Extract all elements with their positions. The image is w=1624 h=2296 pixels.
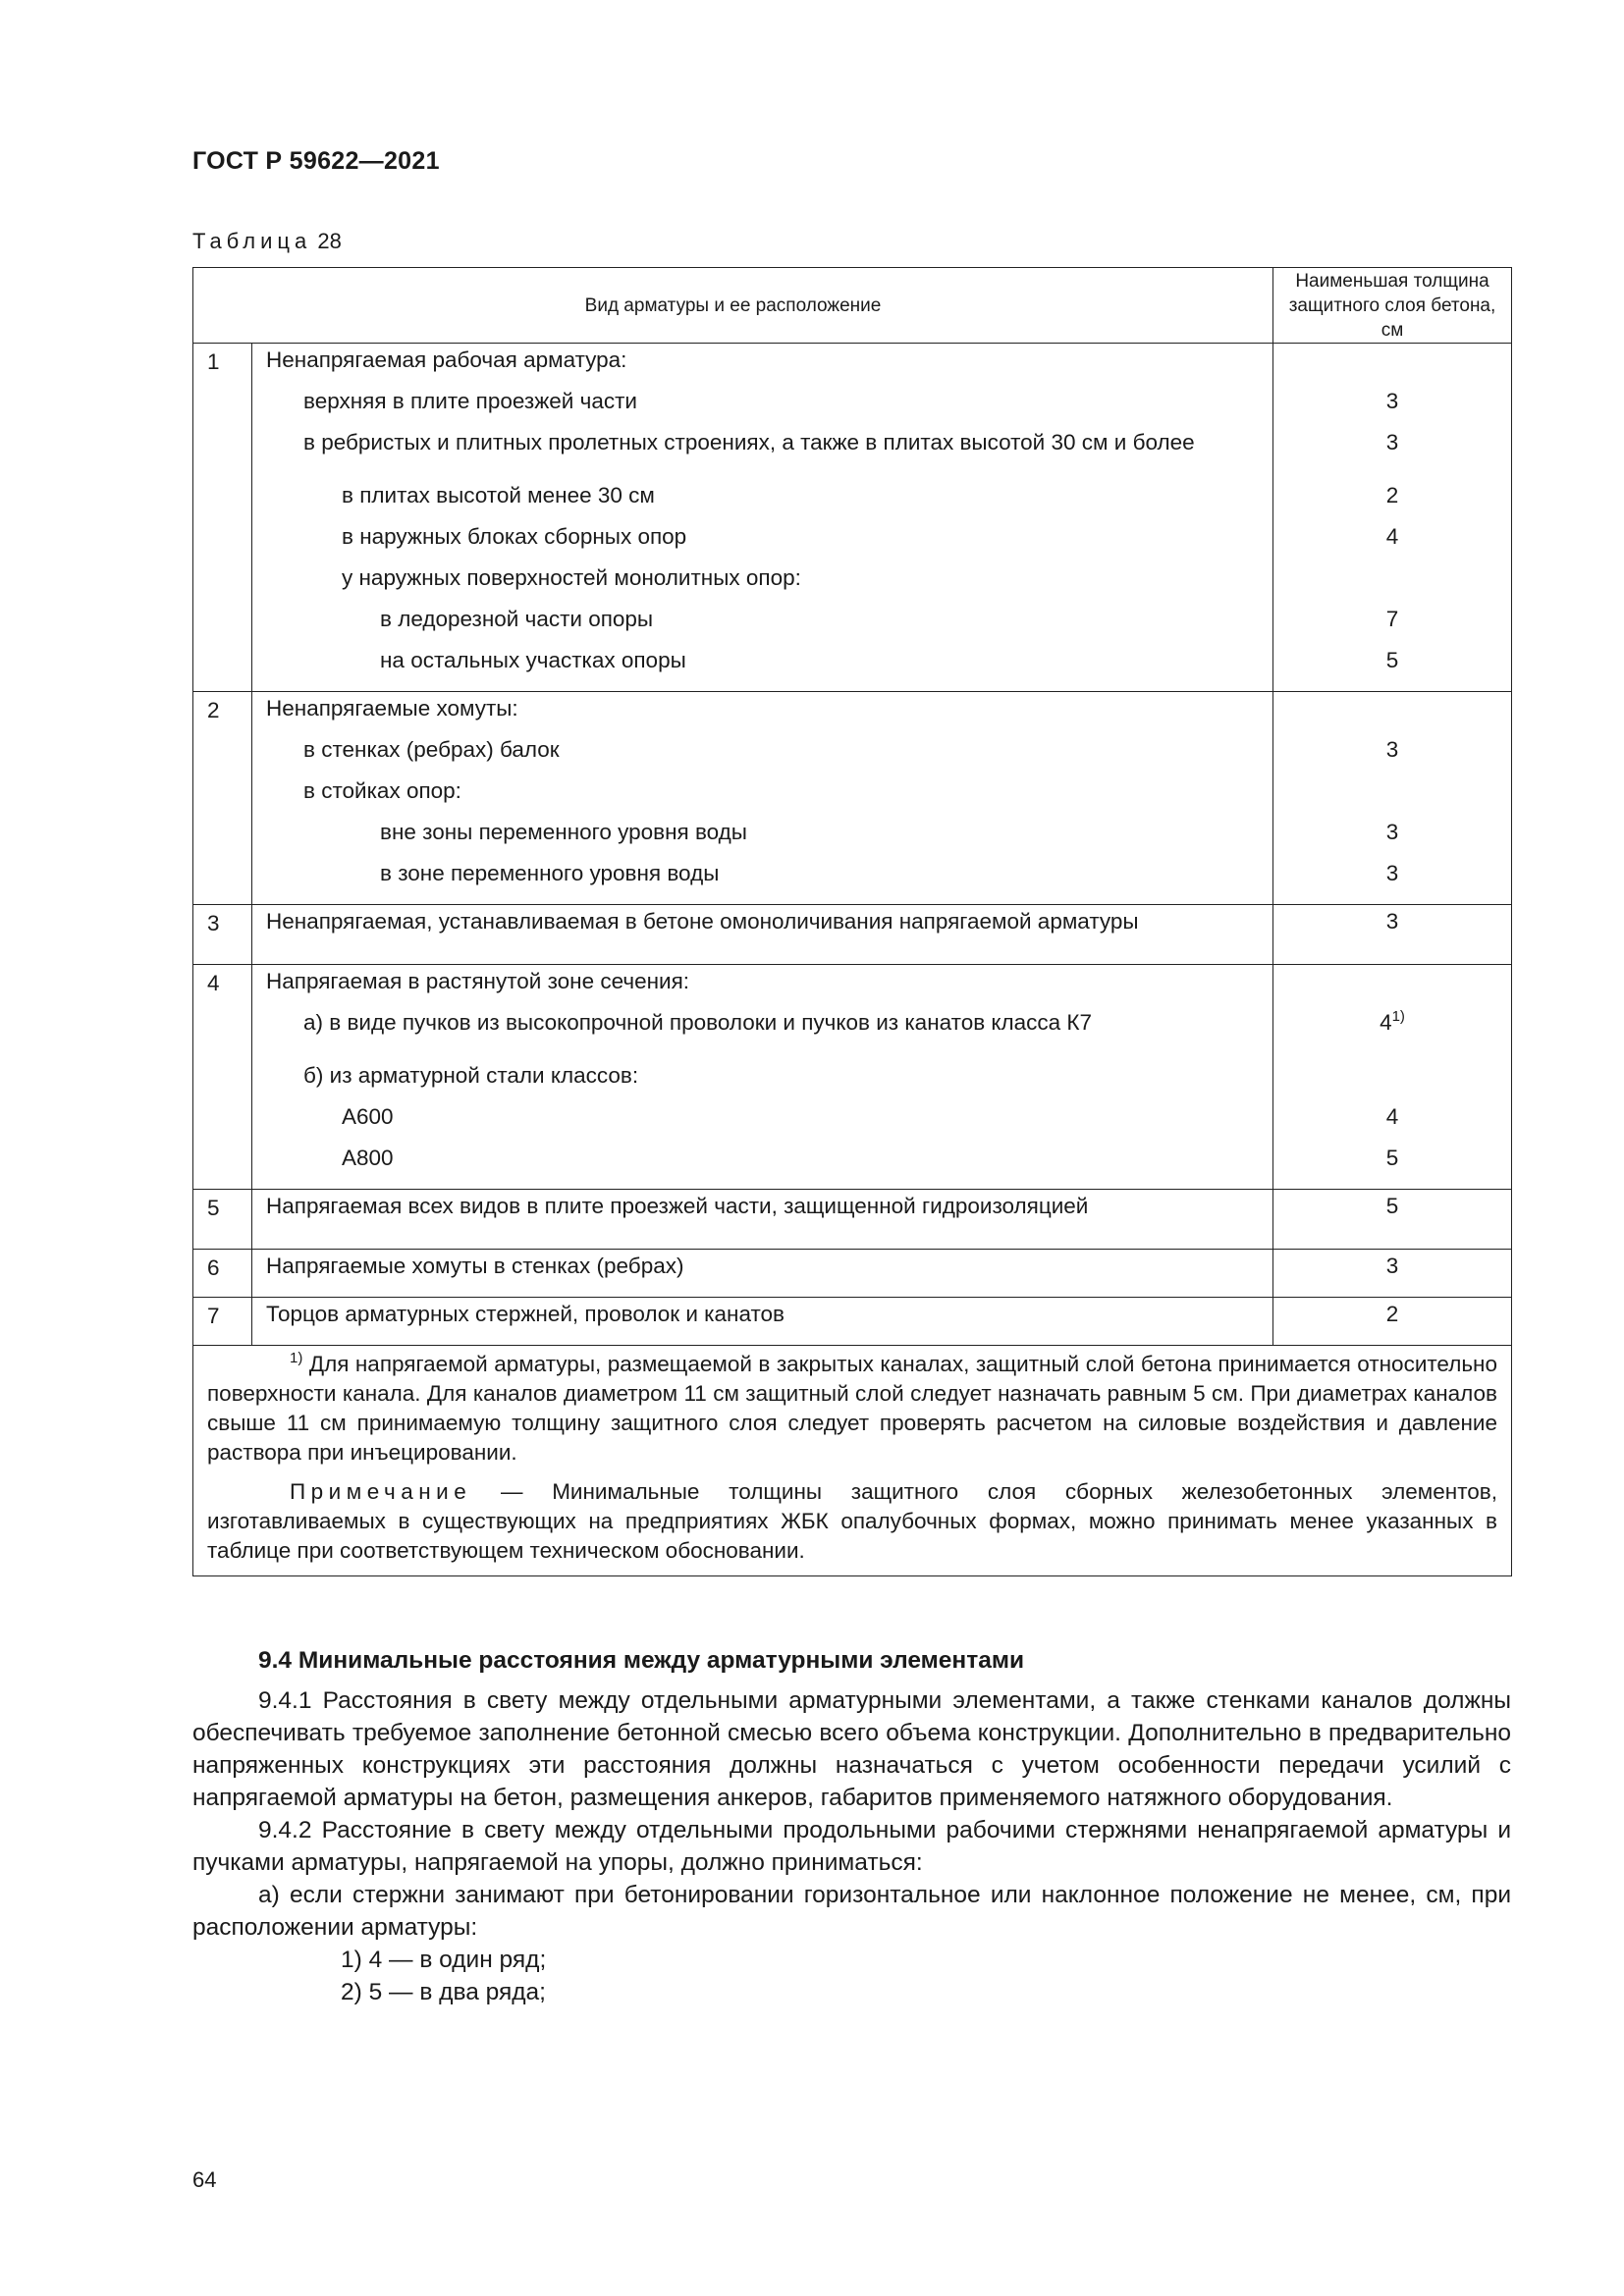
table-caption-label: Таблица	[192, 229, 312, 253]
footnote	[207, 1350, 1497, 1468]
row-value-line	[1273, 481, 1511, 522]
row-value-line	[1273, 859, 1511, 900]
row-description	[252, 1190, 1273, 1250]
row-description-line: Напрягаемые хомуты в стенках (ребрах)	[266, 1254, 684, 1278]
thickness-value: 2	[1385, 483, 1399, 507]
col-header-value-line2: защитного слоя бетона, см	[1288, 294, 1496, 341]
row-description-line: Ненапрягаемые хомуты:	[266, 696, 518, 721]
thickness-value: 3	[1385, 1254, 1399, 1278]
row-value-line	[1273, 605, 1511, 646]
thickness-value: 4	[1385, 1104, 1399, 1129]
row-number: 6	[193, 1250, 252, 1298]
row-value	[1273, 1190, 1512, 1250]
thickness-value: 3	[1385, 861, 1399, 885]
row-number: 1	[193, 344, 252, 692]
table-row-group-4	[193, 965, 1512, 1190]
row-value-line	[1273, 522, 1511, 563]
paragraph-9-4-2: 9.4.2 Расстояние в свету между отдельными продольными рабочими стержнями ненапрягаемой арматуры и пучками арматуры, напрягаемой на упоры, должно приниматься:	[192, 1817, 1511, 1876]
table-notes-row	[193, 1346, 1512, 1576]
row-value-line	[1273, 346, 1511, 387]
col-header-value	[1273, 268, 1512, 344]
row-value-line	[1273, 563, 1511, 605]
row-description-line: Напрягаемая всех видов в плите проезжей части, защищенной гидроизоляцией	[266, 1194, 1089, 1218]
row-value-line	[1273, 967, 1511, 1008]
table-note	[207, 1477, 1497, 1566]
row-description-line: Напрягаемая в растянутой зоне сечения:	[266, 969, 690, 993]
thickness-value: 3	[1385, 909, 1399, 934]
thickness-value: 3	[1385, 737, 1399, 762]
row-value-line	[1273, 387, 1511, 428]
table-body	[193, 344, 1512, 1346]
row-description-line: в зоне переменного уровня воды	[380, 861, 720, 885]
col-header-description: Вид арматуры и ее расположение	[193, 268, 1273, 344]
row-value	[1273, 1298, 1512, 1346]
row-description	[252, 1250, 1273, 1298]
thickness-value: 5	[1385, 1146, 1399, 1170]
row-description-line: у наружных поверхностей монолитных опор:	[342, 565, 801, 590]
row-value-line	[1273, 428, 1511, 481]
table-row-group-1	[193, 344, 1512, 692]
row-description-line: верхняя в плите проезжей части	[303, 389, 637, 413]
row-description	[252, 344, 1273, 692]
row-value	[1273, 965, 1512, 1190]
row-description-line: в ребристых и плитных пролетных строениях, а также в плитах высотой 30 см и более	[303, 430, 1195, 454]
protective-layer-table	[192, 267, 1512, 1576]
row-description	[252, 1298, 1273, 1346]
row-description-line: Торцов арматурных стержней, проволок и канатов	[266, 1302, 785, 1326]
row-value-line	[1273, 694, 1511, 735]
row-value-line	[1273, 1061, 1511, 1102]
row-value-line	[1273, 1192, 1511, 1245]
table-header-row	[193, 268, 1512, 344]
page-number: 64	[192, 2167, 217, 2192]
section-heading: 9.4 Минимальные расстояния между арматурными элементами	[258, 1647, 1025, 1674]
row-value	[1273, 692, 1512, 905]
thickness-value: 3	[1385, 820, 1399, 844]
row-description-line: в наружных блоках сборных опор	[342, 524, 687, 549]
row-value-line	[1273, 1008, 1511, 1061]
note-label: Примечание	[290, 1479, 472, 1504]
table-row-group-6	[193, 1250, 1512, 1298]
row-number: 3	[193, 905, 252, 965]
row-description-line: в стойках опор:	[303, 778, 461, 803]
row-value-line	[1273, 1102, 1511, 1144]
row-number: 2	[193, 692, 252, 905]
row-number: 4	[193, 965, 252, 1190]
row-value	[1273, 905, 1512, 965]
row-description-line: вне зоны переменного уровня воды	[380, 820, 747, 844]
row-description-line: Ненапрягаемая рабочая арматура:	[266, 347, 627, 372]
thickness-value: 2	[1385, 1302, 1399, 1326]
row-description-line: в ледорезной части опоры	[380, 607, 654, 631]
paragraph-9-4-1: 9.4.1 Расстояния в свету между отдельными арматурными элементами, а также стенками каналов должны обеспечивать требуемое заполнение бетонной смесью всего объема конструкции. Дополнительно в предварительно напряженных конструкциях эти расстояния должны назначаться с учетом особенности передачи усилий с напрягаемой арматуры на бетон, размещения анкеров, габаритов применяемого натяжного оборудования.	[192, 1687, 1511, 1811]
row-description	[252, 965, 1273, 1190]
row-value-line	[1273, 735, 1511, 776]
thickness-value: 4	[1380, 1010, 1392, 1035]
thickness-value: 7	[1385, 607, 1399, 631]
list-item-1: 1) 4 — в один ряд;	[341, 1947, 547, 1973]
row-value-line	[1273, 1144, 1511, 1185]
row-value-line	[1273, 776, 1511, 818]
footnote-marker: 1)	[290, 1350, 303, 1366]
table-row-group-3	[193, 905, 1512, 965]
row-description-line: А800	[342, 1146, 394, 1170]
thickness-value: 3	[1385, 430, 1399, 454]
table-notes	[193, 1346, 1512, 1576]
row-value-line	[1273, 1252, 1511, 1293]
table-caption-number: 28	[317, 229, 342, 253]
table-caption	[192, 229, 342, 254]
document-header: ГОСТ Р 59622—2021	[192, 147, 440, 175]
row-value-line	[1273, 646, 1511, 687]
row-description	[252, 692, 1273, 905]
row-description-line: а) в виде пучков из высокопрочной проволоки и пучков из канатов класса К7	[303, 1010, 1093, 1035]
row-number: 5	[193, 1190, 252, 1250]
thickness-value: 5	[1385, 648, 1399, 672]
row-number: 7	[193, 1298, 252, 1346]
row-value-line	[1273, 907, 1511, 960]
note-text: — Минимальные толщины защитного слоя сборных железобетонных элементов, изготавливаемых в существующих на предприятиях ЖБК опалубочных формах, можно принимать менее указанных в таблице при соответствующем техническом обосновании.	[207, 1479, 1497, 1563]
row-value-line	[1273, 818, 1511, 859]
row-description-line: на остальных участках опоры	[380, 648, 686, 672]
paragraph-item-a: а) если стержни занимают при бетонировании горизонтальное или наклонное положение не менее, см, при расположении арматуры:	[192, 1882, 1511, 1941]
list-item-2: 2) 5 — в два ряда;	[341, 1979, 546, 2005]
table-28	[192, 267, 1511, 1576]
row-description	[252, 905, 1273, 965]
footnote-ref: 1)	[1391, 1008, 1405, 1025]
row-value-line	[1273, 1300, 1511, 1341]
table-row-group-2	[193, 692, 1512, 905]
row-description-line: в плитах высотой менее 30 см	[342, 483, 655, 507]
row-description-line: А600	[342, 1104, 394, 1129]
table-row-group-5	[193, 1190, 1512, 1250]
row-value	[1273, 1250, 1512, 1298]
footnote-text: Для напрягаемой арматуры, размещаемой в закрытых каналах, защитный слой бетона принимается относительно поверхности канала. Для каналов диаметром 11 см защитный слой следует назначать равным 5 см. При диаметрах каналов свыше 11 см принимаемую толщину защитного слоя следует проверять расчетом на силовые воздействия и давление раствора при инъецировании.	[207, 1352, 1497, 1465]
row-description-line: в стенках (ребрах) балок	[303, 737, 560, 762]
table-row-group-7	[193, 1298, 1512, 1346]
row-description-line: Ненапрягаемая, устанавливаемая в бетоне омоноличивания напрягаемой арматуры	[266, 909, 1139, 934]
section-9-4	[192, 1644, 1511, 2008]
row-value	[1273, 344, 1512, 692]
thickness-value: 5	[1385, 1194, 1399, 1218]
thickness-value: 4	[1385, 524, 1399, 549]
col-header-value-line1: Наименьшая толщина	[1295, 270, 1489, 292]
thickness-value: 3	[1385, 389, 1399, 413]
row-description-line: б) из арматурной стали классов:	[303, 1063, 639, 1088]
